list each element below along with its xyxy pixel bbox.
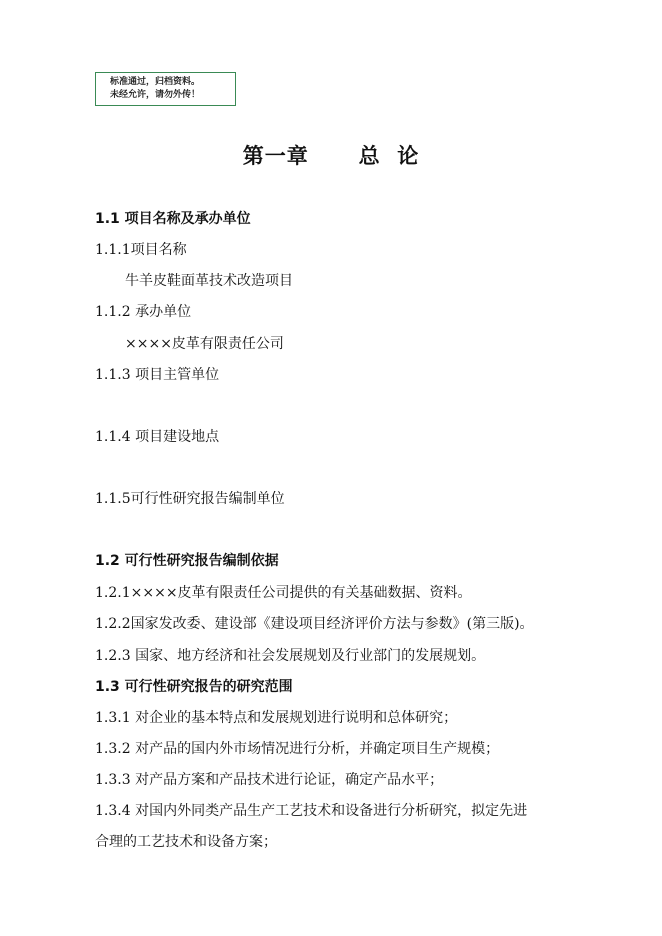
section-1-3-heading: 1.3 可行性研究报告的研究范围	[95, 679, 293, 695]
project-name-value: 牛羊皮鞋面革技术改造项目	[125, 273, 293, 289]
section-1-2-2-text: 1.2.2国家发改委、建设部《建设项目经济评价方法与参数》(第三版)。	[95, 616, 534, 632]
section-1-2-heading: 1.2 可行性研究报告编制依据	[95, 553, 279, 569]
section-1-3-1-text: 1.3.1 对企业的基本特点和发展规划进行说明和总体研究；	[95, 710, 458, 726]
section-1-2-3-text: 1.2.3 国家、地方经济和社会发展规划及行业部门的发展规划。	[95, 648, 486, 664]
section-1-3-4-text-line-2: 合理的工艺技术和设备方案；	[95, 834, 277, 850]
section-1-1-heading: 1.1 项目名称及承办单位	[95, 211, 251, 227]
section-1-1-1-heading: 1.1.1项目名称	[95, 242, 187, 258]
notice-line-2: 未经允许，请勿外传！	[110, 90, 201, 100]
notice-line-1: 标准通过，归档资料。	[110, 77, 201, 87]
chapter-title: 第一章 总 论	[242, 144, 420, 168]
section-1-2-1-text: 1.2.1××××皮革有限责任公司提供的有关基础数据、资料。	[95, 585, 472, 601]
section-1-1-3-heading: 1.1.3 项目主管单位	[95, 367, 220, 383]
section-1-3-3-text: 1.3.3 对产品方案和产品技术进行论证，确定产品水平；	[95, 772, 444, 788]
undertaking-unit-value: ××××皮革有限责任公司	[125, 336, 284, 352]
section-1-3-4-text-line-1: 1.3.4 对国内外同类产品生产工艺技术和设备进行分析研究，拟定先进	[95, 803, 528, 819]
section-1-1-5-heading: 1.1.5可行性研究报告编制单位	[95, 491, 285, 507]
confidential-notice-box	[95, 72, 236, 106]
section-1-1-2-heading: 1.1.2 承办单位	[95, 304, 192, 320]
section-1-1-4-heading: 1.1.4 项目建设地点	[95, 429, 220, 445]
section-1-3-2-text: 1.3.2 对产品的国内外市场情况进行分析，并确定项目生产规模；	[95, 741, 500, 757]
